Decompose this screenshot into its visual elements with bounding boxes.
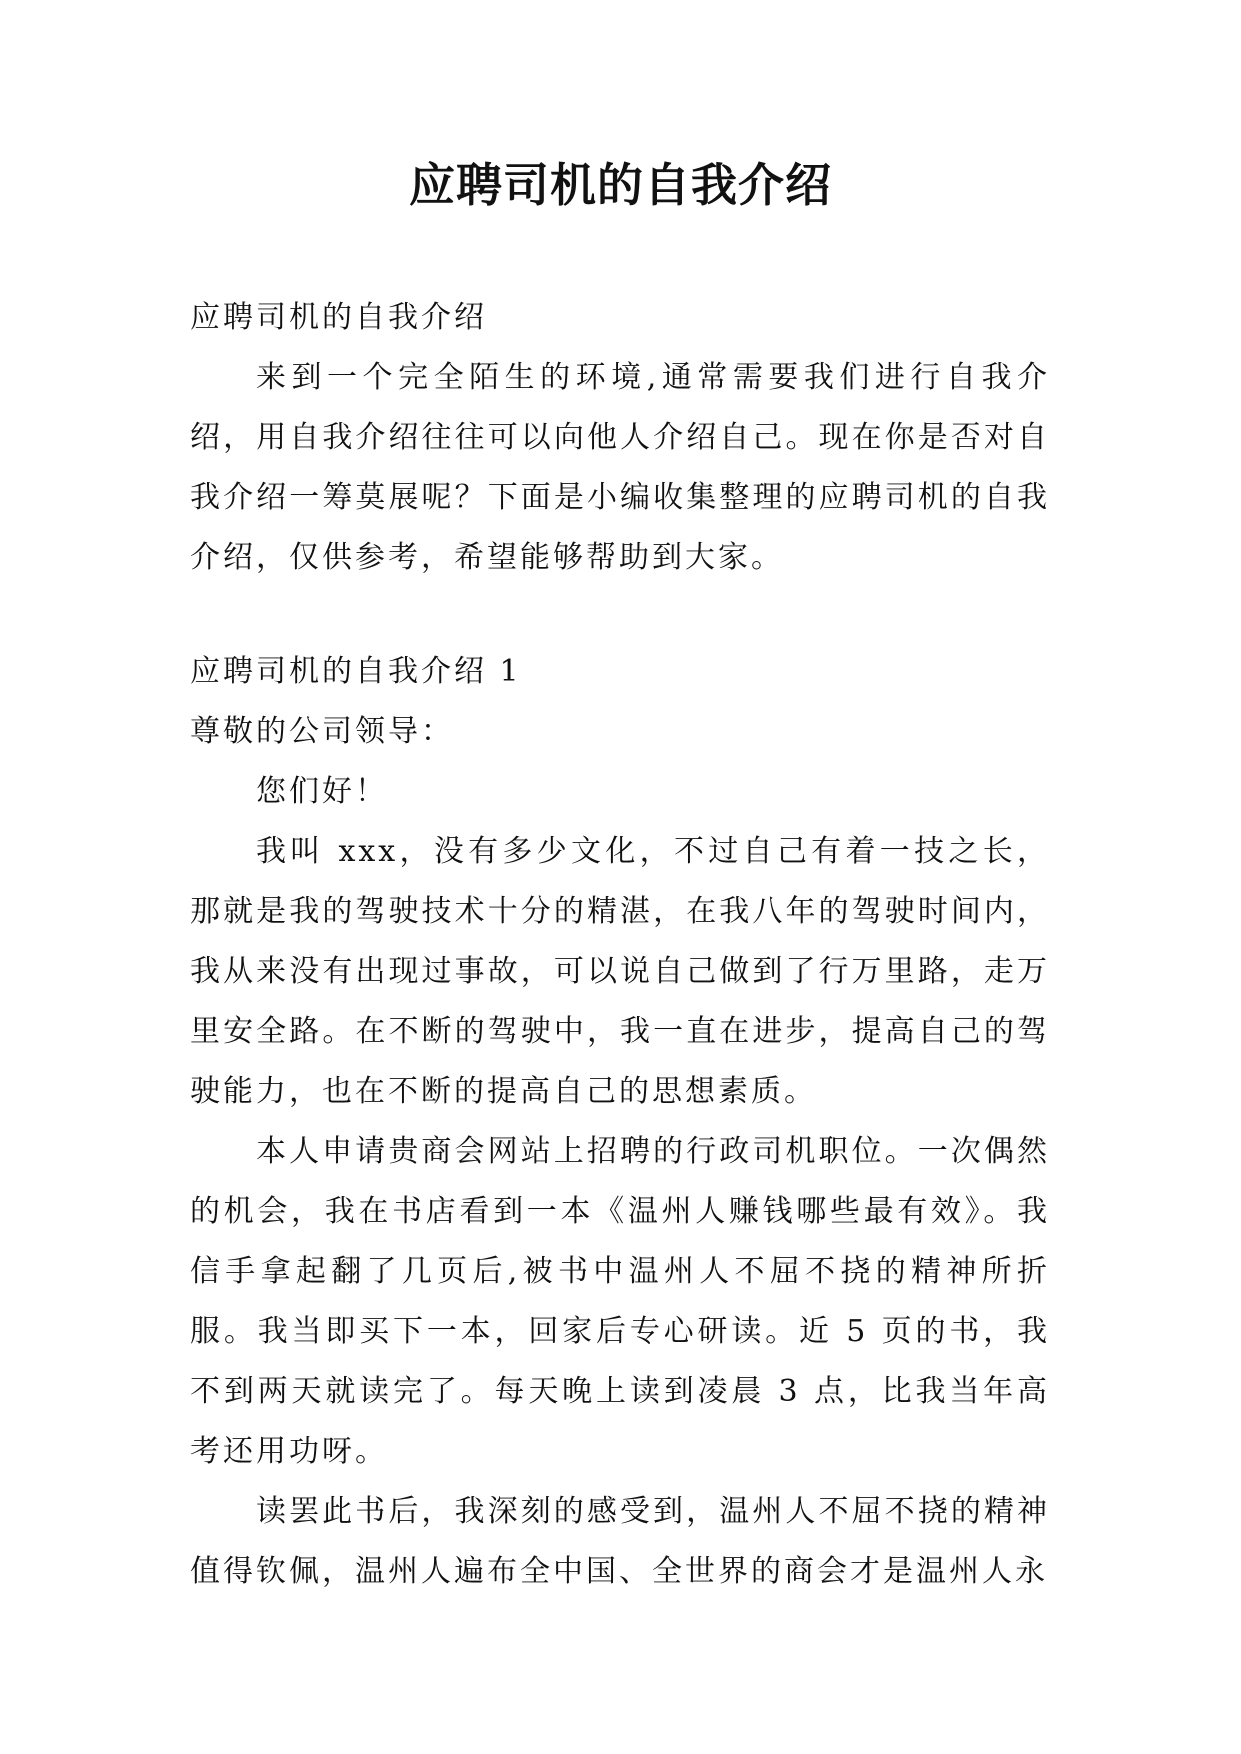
subtitle-paragraph: 应聘司机的自我介绍 (190, 300, 487, 335)
body-paragraph-1: 我叫 xxx，没有多少文化，不过自己有着一技之长，那就是我的驾驶技术十分的精湛，在我八年的驾驶时间内，我从来没有出现过事故，可以说自己做到了行万里路，走万里安全路。在不断的驾驶中，我一直在进步，提高自己的驾驶能力，也在不断的提高自己的思想素质。 (190, 834, 1050, 1109)
salutation: 尊敬的公司领导： (190, 714, 454, 749)
greeting: 您们好！ (256, 774, 388, 809)
intro-paragraph: 来到一个完全陌生的环境,通常需要我们进行自我介绍，用自我介绍往往可以向他人介绍自己。现在你是否对自我介绍一筹莫展呢？下面是小编收集整理的应聘司机的自我介绍，仅供参考，希望能够帮助到大家。 (190, 360, 1050, 575)
section-heading: 应聘司机的自我介绍 1 (190, 654, 522, 689)
section-gap (190, 588, 1050, 642)
body-paragraph-2: 本人申请贵商会网站上招聘的行政司机职位。一次偶然的机会，我在书店看到一本《温州人赚钱哪些最有效》。我信手拿起翻了几页后,被书中温州人不屈不挠的精神所折服。我当即买下一本，回家后专心研读。近 5 页的书，我不到两天就读完了。每天晚上读到凌晨 3 点，比我当年高考还用功呀。 (190, 1134, 1050, 1469)
document-title: 应聘司机的自我介绍 (409, 158, 832, 212)
body-paragraph-3: 读罢此书后，我深刻的感受到，温州人不屈不挠的精神值得钦佩，温州人遍布全中国、全世界的商会才是温州人永 (190, 1494, 1050, 1589)
document-body (190, 288, 1050, 1602)
